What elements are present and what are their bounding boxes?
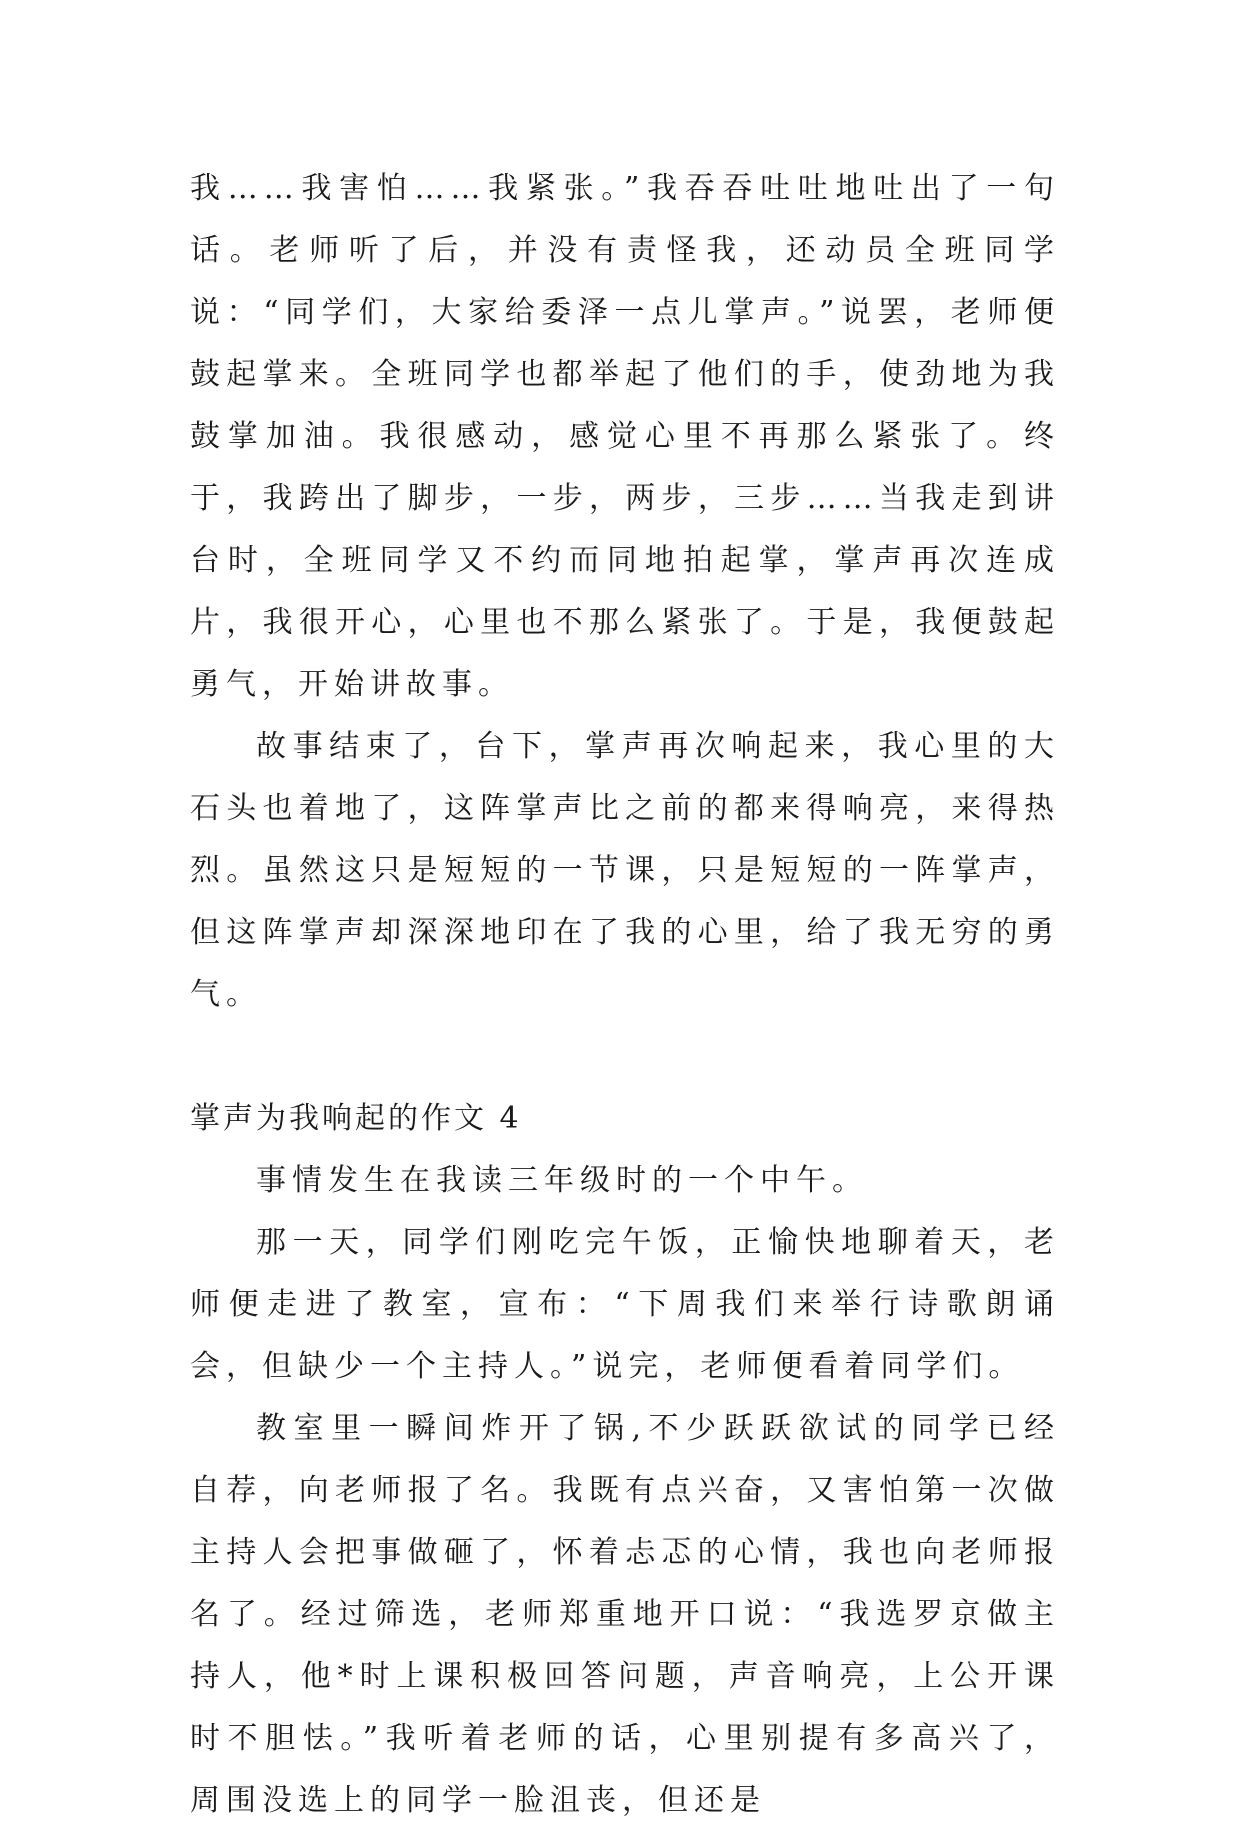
section-spacer <box>190 1026 1060 1088</box>
section-title: 掌声为我响起的作文 4 <box>190 1101 522 1136</box>
paragraph-story-ending: 故事结束了，台下，掌声再次响起来，我心里的大石头也着地了，这阵掌声比之前的都来得响亮，来得热烈。虽然这只是短短的一节课，只是短短的一阵掌声，但这阵掌声却深深地印在了我的心里，给了我无穷的勇气。 <box>190 729 1060 1012</box>
paragraph-intro: 事情发生在我读三年级时的一个中午。 <box>256 1163 868 1198</box>
paragraph-announcement: 那一天，同学们刚吃完午饭，正愉快地聊着天，老师便走进了教室，宣布：“下周我们来举行诗歌朗诵会，但缺少一个主持人。”说完，老师便看着同学们。 <box>190 1225 1060 1384</box>
paragraph-selection: 教室里一瞬间炸开了锅,不少跃跃欲试的同学已经自荐，向老师报了名。我既有点兴奋，又害怕第一次做主持人会把事做砸了，怀着忐忑的心情，我也向老师报名了。经过筛选，老师郑重地开口说：“我选罗京做主持人，他*时上课积极回答问题，声音响亮，上公开课时不胆怯。”我听着老师的话，心里别提有多高兴了，周围没选上的同学一脸沮丧，但还是 <box>190 1411 1060 1818</box>
paragraph-continued: 我……我害怕……我紧张。”我吞吞吐吐地吐出了一句话。老师听了后，并没有责怪我，还动员全班同学说：“同学们，大家给委泽一点儿掌声。”说罢，老师便鼓起掌来。全班同学也都举起了他们的手，使劲地为我鼓掌加油。我很感动，感觉心里不再那么紧张了。终于，我跨出了脚步，一步，两步，三步……当我走到讲台时，全班同学又不约而同地拍起掌，掌声再次连成片，我很开心，心里也不那么紧张了。于是，我便鼓起勇气，开始讲故事。 <box>190 171 1060 702</box>
document-body <box>190 158 1060 1832</box>
